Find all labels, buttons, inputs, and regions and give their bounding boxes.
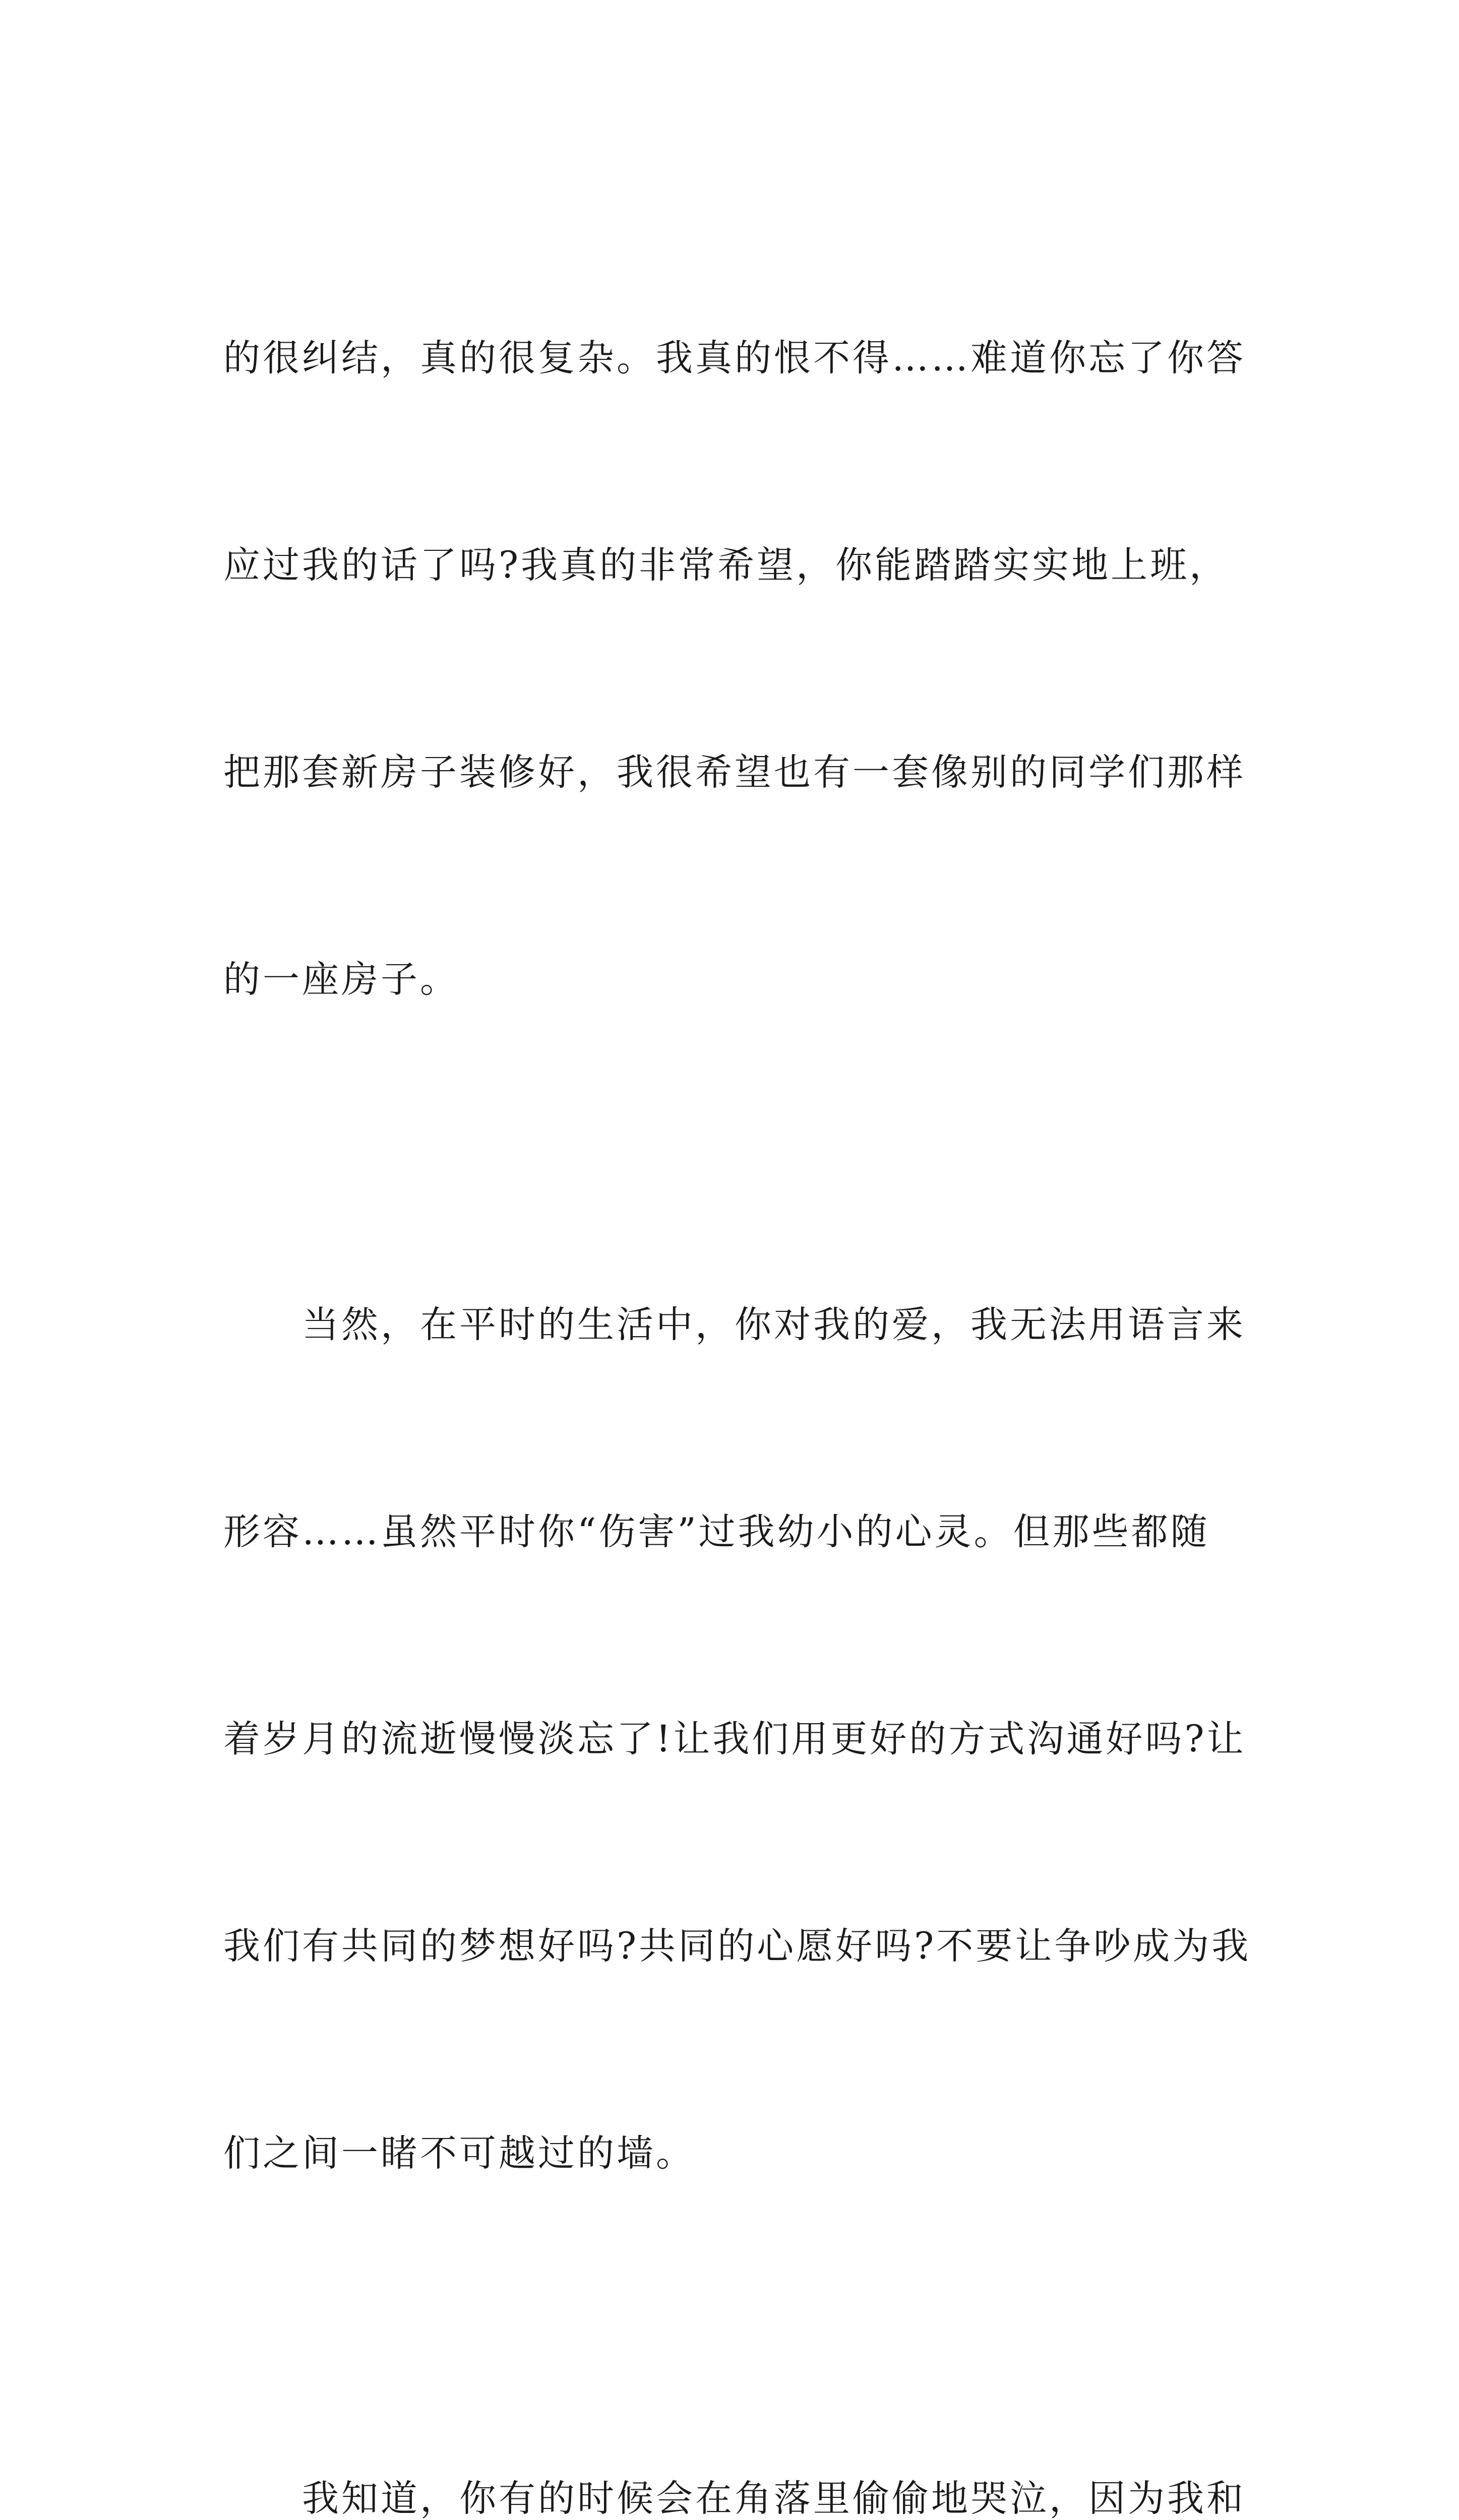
text-line: 的一座房子。 <box>223 958 459 1001</box>
paragraph <box>223 1152 1252 2326</box>
document-body <box>223 185 1252 2520</box>
paragraph <box>223 2326 1252 2520</box>
text-line: 把那套新房子装修好，我很希望也有一套像别的同学们那样 <box>223 751 1246 794</box>
text-line: 当然，在平时的生活中，你对我的爱，我无法用语言来 <box>302 1303 1246 1346</box>
text-line: 的很纠结，真的很复杂。我真的恨不得……难道你忘了你答 <box>223 337 1246 380</box>
text-line: 形容……虽然平时你“伤害”过我幼小的心灵。但那些都随 <box>223 1510 1210 1553</box>
text-line: 我们有共同的梦想好吗?共同的心愿好吗?不要让争吵成为我 <box>223 1925 1251 1968</box>
text-line: 们之间一睹不可越过的墙。 <box>223 2132 695 2175</box>
text-line: 我知道，你有的时候会在角落里偷偷地哭泣，因为我和 <box>302 2477 1246 2520</box>
text-line: 着岁月的流逝慢慢淡忘了!让我们用更好的方式沟通好吗?让 <box>223 1718 1246 1760</box>
text-line: 应过我的话了吗?我真的非常希望，你能踏踏实实地上班， <box>223 544 1229 587</box>
paragraph <box>223 185 1252 1152</box>
